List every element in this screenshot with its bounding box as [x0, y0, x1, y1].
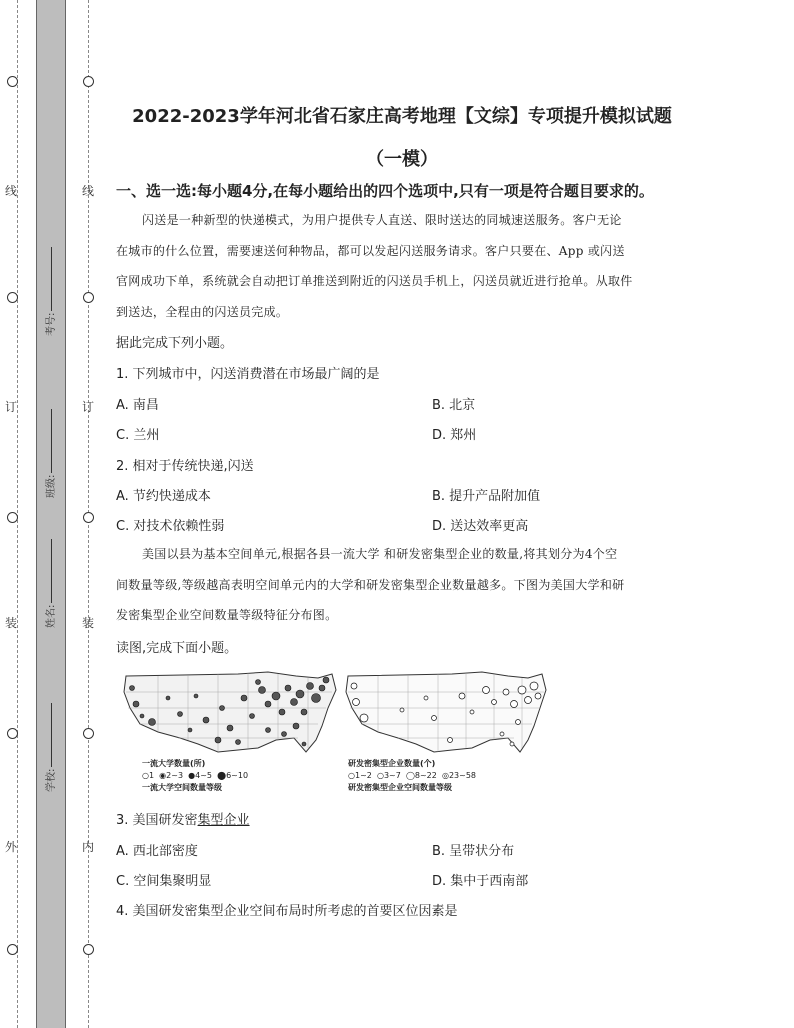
legend-dot-icon: ◯: [405, 771, 415, 780]
binding-char: 订: [5, 400, 18, 414]
legend-item: 3~7: [383, 771, 401, 780]
student-id-field[interactable]: [42, 247, 57, 336]
binding-hole: [83, 76, 94, 87]
instruction: 读图,完成下面小题。: [116, 641, 238, 656]
legend-item: 8~22: [414, 771, 437, 780]
q2-option-a[interactable]: A. 节约快递成本: [116, 489, 211, 504]
us-university-map: [118, 668, 338, 754]
passage-line: 官网成功下单，系统就会自动把订单推送到附近的闪送员手机上，闪送员就近进行抢单。从取件: [116, 274, 633, 288]
q3-option-d[interactable]: D. 集中于西南部: [432, 874, 529, 889]
legend-item: 23~58: [448, 771, 477, 780]
binding-hole: [7, 76, 18, 87]
q3-option-c[interactable]: C. 空间集聚明显: [116, 874, 212, 889]
binding-hole: [83, 728, 94, 739]
field-label: 班级:: [46, 474, 57, 498]
exam-subtitle: （一模）: [366, 149, 438, 170]
passage-line: 间数量等级,等级越高表明空间单元内的大学和研发密集型企业数量越多。下图为美国大学和研: [116, 577, 625, 592]
binding-char: 订: [82, 400, 95, 414]
legend-dot-icon: ◉: [159, 771, 167, 780]
instruction: 据此完成下列小题。: [116, 336, 234, 351]
binding-char: 装: [82, 616, 95, 630]
field-label: 考号:: [46, 312, 57, 336]
question-2-stem: 2. 相对于传统快递,闪送: [116, 459, 254, 474]
q1-option-c[interactable]: C. 兰州: [116, 428, 160, 443]
legend-item: 2~3: [166, 771, 184, 780]
legend-title: 研发密集型企业数量(个): [348, 759, 436, 768]
q1-option-a[interactable]: A. 南昌: [116, 398, 159, 413]
map-caption: 研发密集型企业空间数量等级: [348, 783, 452, 792]
legend-item: 1~2: [354, 771, 372, 780]
passage-line: 美国以县为基本空间单元,根据各县一流大学 和研发密集型企业的数量,将其划分为4个空: [142, 547, 618, 561]
question-4-stem: 4. 美国研发密集型企业空间布局时所考虑的首要区位因素是: [116, 904, 458, 919]
binding-char: 外: [5, 840, 18, 854]
legend-dot-icon: ○: [348, 771, 355, 780]
field-label: 姓名:: [46, 604, 57, 628]
binding-char: 内: [82, 840, 95, 854]
question-3-stem: [116, 809, 250, 828]
passage-line: 在城市的什么位置，需要速送何种物品，都可以发起闪送服务请求。客户只要在、App 或闪送: [116, 243, 625, 258]
binding-margin-outer: [0, 0, 36, 1028]
section-heading: 一、选一选:每小题4分,在每小题给出的四个选项中,只有一项是符合题目要求的。: [116, 182, 654, 200]
legend-dot-icon: ●: [188, 771, 196, 780]
map-legend-right: [348, 758, 476, 793]
us-rd-enterprise-map: [342, 668, 550, 754]
q2-option-b[interactable]: B. 提升产品附加值: [432, 489, 541, 504]
binding-hole: [7, 512, 18, 523]
binding-hole: [83, 512, 94, 523]
passage-1: [116, 205, 688, 327]
passage-line: 闪送是一种新型的快递模式，为用户提供专人直送、限时送达的同城速送服务。客户无论: [142, 213, 622, 227]
q1-option-b[interactable]: B. 北京: [432, 398, 476, 413]
passage-2: [116, 539, 688, 631]
school-field[interactable]: [42, 703, 57, 792]
legend-item: 6~10: [226, 771, 249, 780]
map-legend-left: [142, 758, 248, 793]
binding-hole: [83, 292, 94, 303]
q2-option-c[interactable]: C. 对技术依赖性弱: [116, 519, 225, 534]
binding-hole: [7, 292, 18, 303]
question-1-stem: 1. 下列城市中，闪送消费潜在市场最广阔的是: [116, 367, 380, 382]
legend-item: 1: [148, 771, 155, 780]
name-field[interactable]: [42, 539, 57, 628]
binding-char: 线: [5, 184, 18, 198]
legend-dot-icon: ○: [142, 771, 149, 780]
binding-hole: [7, 728, 18, 739]
q3-stem-prefix: 3. 美国研发密: [116, 813, 198, 828]
legend-title: 一流大学数量(所): [142, 759, 206, 768]
q2-option-d[interactable]: D. 送达效率更高: [432, 519, 529, 534]
map-caption: 一流大学空间数量等级: [142, 783, 222, 792]
binding-char: 装: [5, 616, 18, 630]
passage-line: 发密集型企业空间数量等级特征分布图。: [116, 608, 338, 622]
binding-hole: [83, 944, 94, 955]
legend-dot-icon: ⬤: [217, 771, 227, 780]
binding-info-strip: [36, 0, 66, 1028]
q1-option-d[interactable]: D. 郑州: [432, 428, 477, 443]
legend-item: 4~5: [195, 771, 213, 780]
class-field[interactable]: [42, 409, 57, 498]
legend-dot-icon: ○: [376, 771, 384, 780]
q3-option-a[interactable]: A. 西北部密度: [116, 844, 198, 859]
binding-hole: [7, 944, 18, 955]
field-label: 学校:: [46, 768, 57, 792]
legend-dot-icon: ◎: [441, 771, 449, 780]
q3-option-b[interactable]: B. 呈带状分布: [432, 844, 515, 859]
binding-char: 线: [82, 184, 95, 198]
passage-line: 到送达，全程由的闪送员完成。: [116, 304, 289, 319]
q3-stem-underlined: 集型企业: [197, 813, 250, 828]
exam-title: 2022-2023学年河北省石家庄高考地理【文综】专项提升模拟试题: [132, 106, 672, 127]
